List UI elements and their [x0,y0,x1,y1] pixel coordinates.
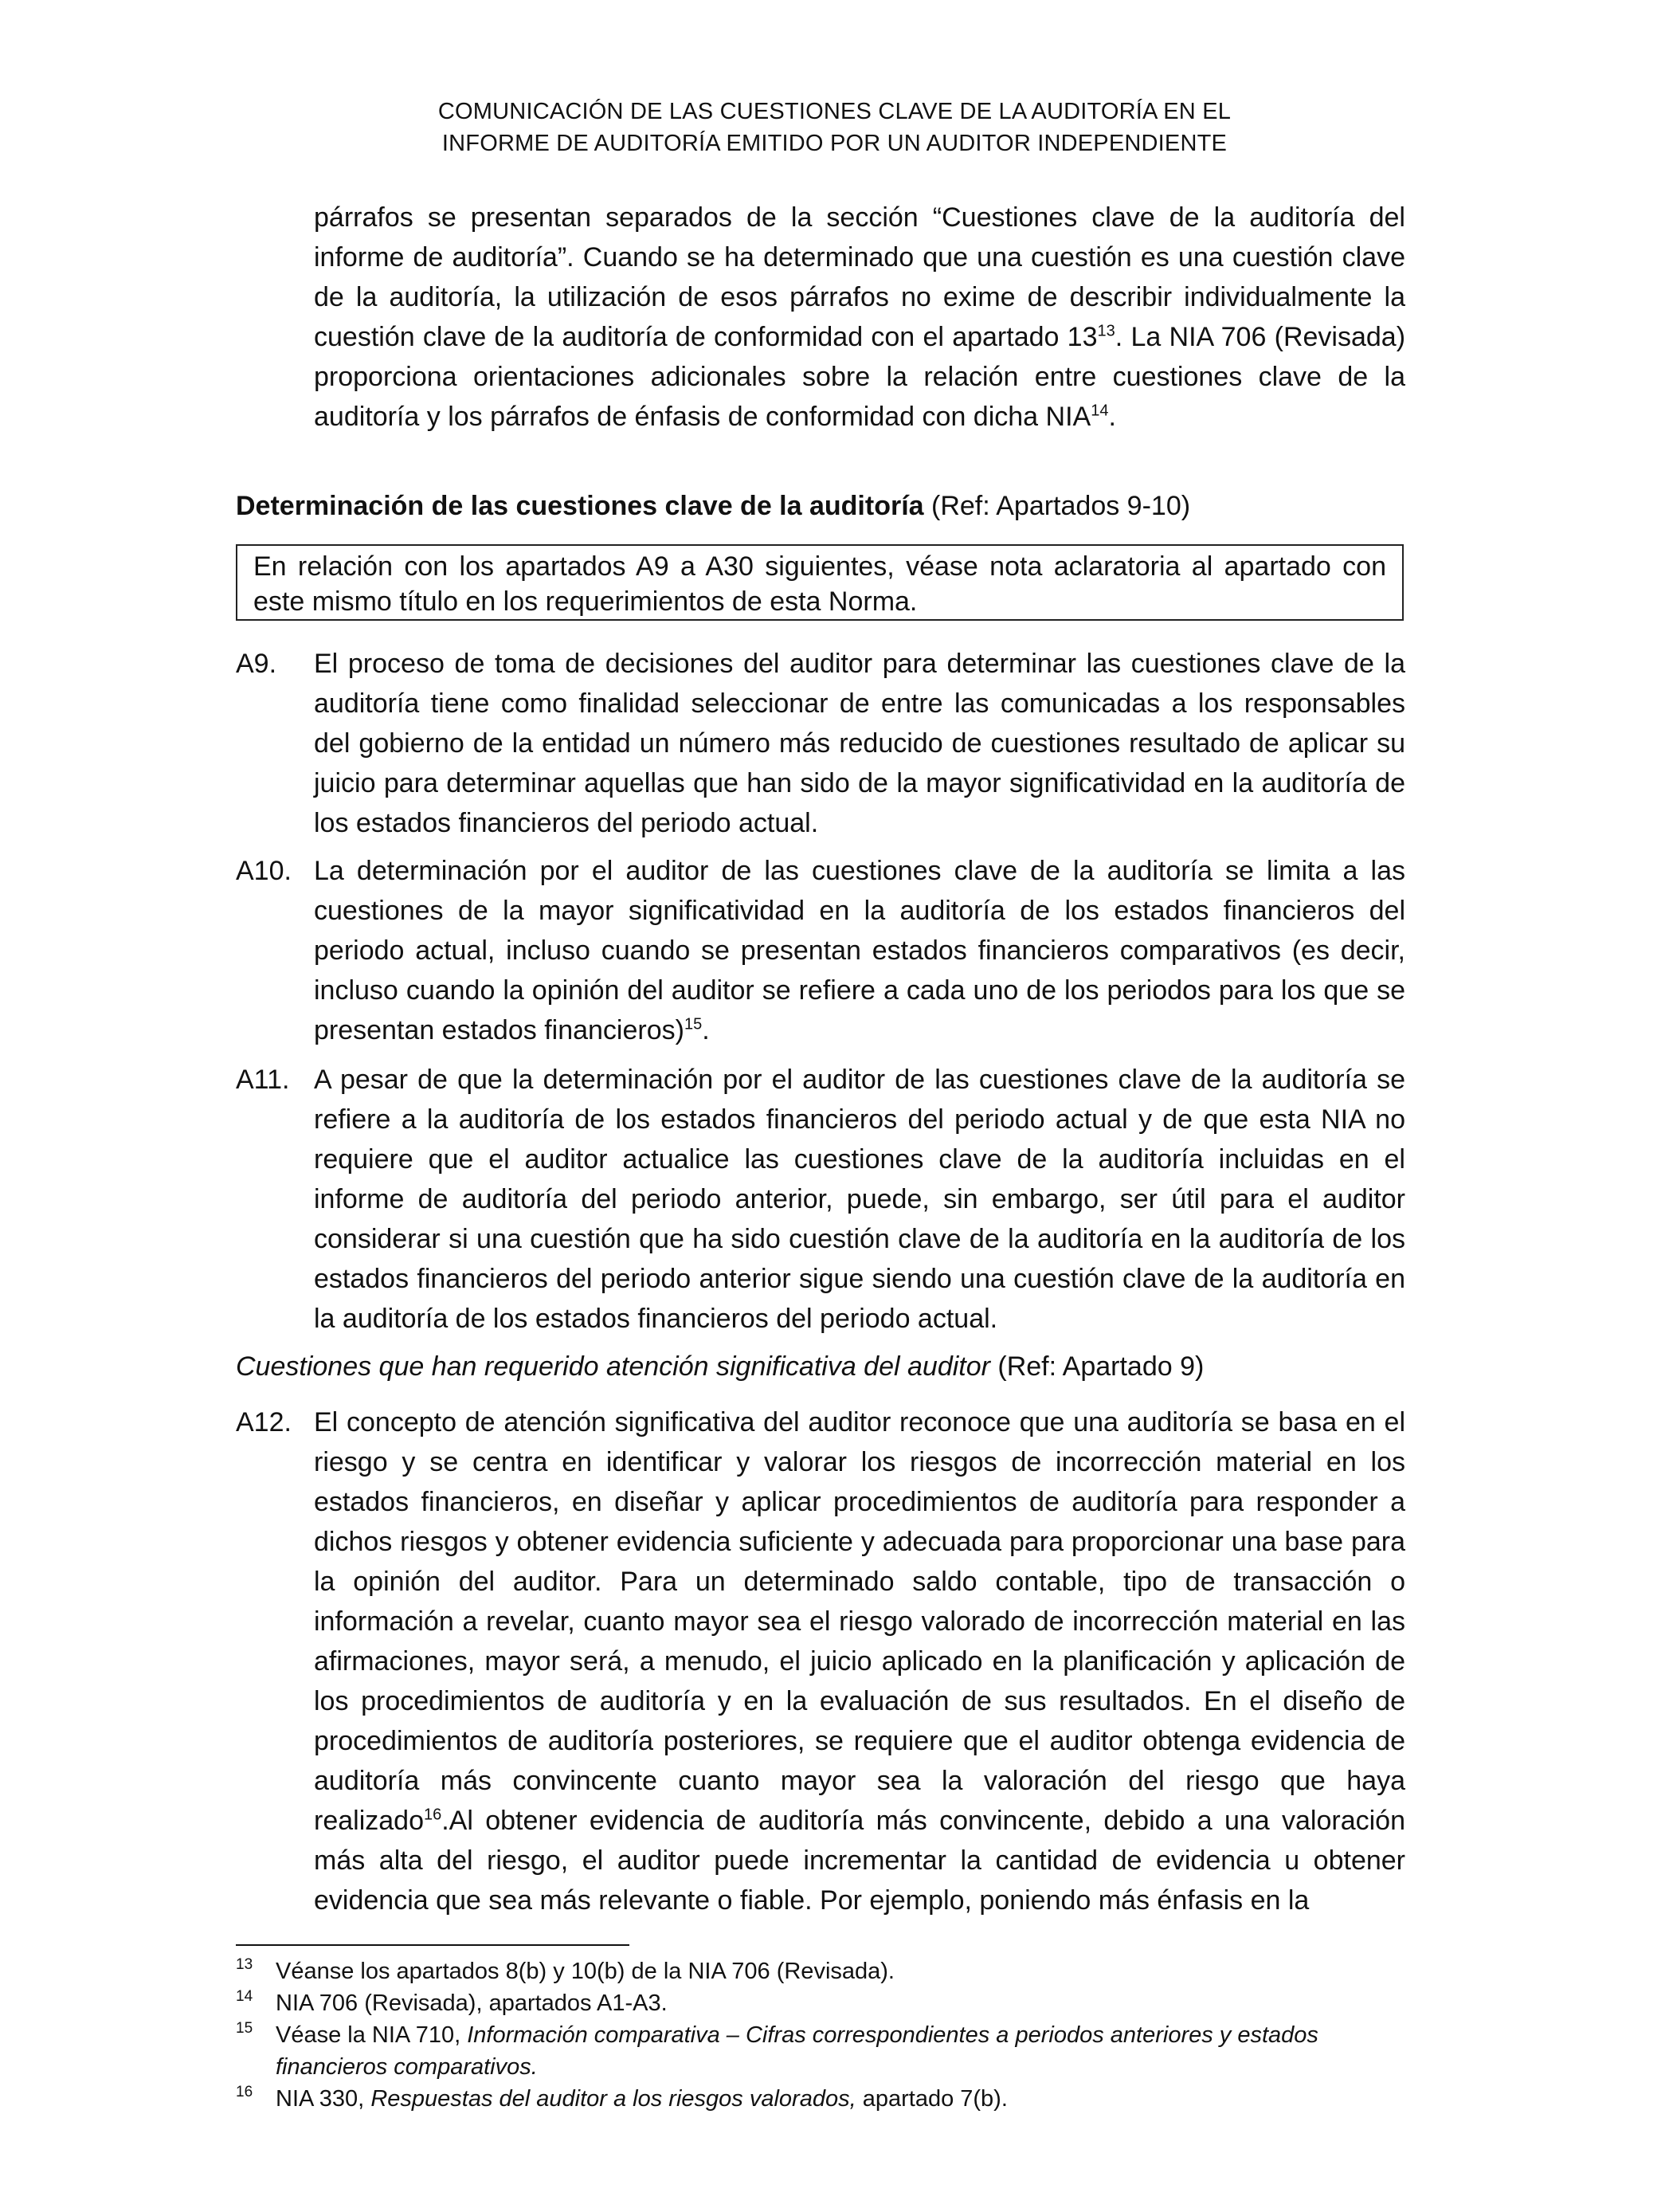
footnote-ref-13[interactable]: 13 [1097,322,1115,340]
paragraph-text [314,1402,1405,1920]
footnote-title: Respuestas del auditor a los riesgos valorados, [370,2086,856,2112]
paragraph-number: A10. [236,856,292,886]
paragraph-a9 [236,644,1405,843]
footnote-title: Información comparativa – Cifras correspondientes a periodos anteriores y estados financieros comparativos. [276,2022,1318,2080]
footnote-text: Véase la NIA 710, [276,2022,468,2048]
footnote-13 [236,1955,1405,1987]
footnote-text-end: apartado 7(b). [856,2086,1008,2112]
section-ref: (Ref: Apartado 9) [989,1351,1205,1382]
footnote-text: NIA 330, [276,2086,371,2112]
footnote-14 [236,1987,1405,2019]
footnote-number: 15 [236,2020,253,2037]
footnote-ref-14[interactable]: 14 [1091,402,1109,420]
paragraph-text: El proceso de toma de decisiones del auditor para determinar las cuestiones clave de la auditoría tiene como finalidad seleccionar de entre las comunicadas a los responsables del gobierno de la entidad un número más reducido de cuestiones resultado de aplicar su juicio para determinar aquellas que han sido de la mayor significatividad en la auditoría de los estados financieros del periodo actual. [314,649,1405,838]
paragraph-body: La determinación por el auditor de las cuestiones clave de la auditoría se limita a las cuestiones de la mayor significatividad en la auditoría de los estados financieros del periodo actual, incluso cuando se presentan estados financieros comparativos (es decir, incluso cuando la opinión del auditor se refiere a cada uno de los periodos para los que se presentan estados financieros) [314,856,1405,1045]
paragraph-a10 [236,851,1405,1050]
continuation-text-3: . [1108,402,1116,432]
paragraph-continuation: .Al obtener evidencia de auditoría más convincente, debido a una valoración más alta del riesgo, el auditor puede incrementar la cantidad de evidencia u obtener evidencia que sea más relevante o fiable. Por ejemplo, poniendo más énfasis en la [314,1806,1405,1916]
continuation-text-2: . La NIA 706 (Revisada) proporciona orientaciones adicionales sobre la relación entre cuestiones clave de la auditoría y los párrafos de énfasis de conformidad con dicha NIA [314,322,1406,432]
paragraph-end: . [702,1015,710,1045]
page-header [0,96,1669,159]
section-heading-significant-attention [236,1347,1407,1386]
paragraph-body: El concepto de atención significativa del auditor reconoce que una auditoría se basa en el riesgo y se centra en identificar y valorar los riesgos de incorrección material en los estados financieros, en diseñar y aplicar procedimientos de auditoría para responder a dichos riesgos y obtener evidencia suficiente y adecuada para proporcionar una base para la opinión del auditor. Para un determinado saldo contable, tipo de transacción o información a revelar, cuanto mayor sea el riesgo valorado de incorrección material en las afirmaciones, mayor será, a menudo, el juicio aplicado en la planificación y aplicación de los procedimientos de auditoría y en la evaluación de sus resultados. En el diseño de procedimientos de auditoría posteriores, se requiere que el auditor obtenga evidencia de auditoría más convincente cuanto mayor sea la valoración del riesgo que haya realizado [314,1407,1405,1836]
footnote-text: NIA 706 (Revisada), apartados A1-A3. [276,1990,668,2016]
header-line-2: INFORME DE AUDITORÍA EMITIDO POR UN AUDITOR INDEPENDIENTE [441,131,1228,156]
paragraph-text: A pesar de que la determinación por el auditor de las cuestiones clave de la auditoría se refiere a la auditoría de los estados financieros del periodo actual y de que esta NIA no requiere que el auditor actualice las cuestiones clave de la auditoría incluidas en el informe de auditoría del periodo anterior, puede, sin embargo, ser útil para el auditor considerar si una cuestión que ha sido cuestión clave de la auditoría en la auditoría de los estados financieros del periodo anterior sigue siendo una cuestión clave de la auditoría en la auditoría de los estados financieros del periodo actual. [314,1065,1405,1334]
footnote-number: 14 [236,1988,253,2005]
footnote-ref-15[interactable]: 15 [684,1015,703,1033]
header-line-1: COMUNICACIÓN DE LAS CUESTIONES CLAVE DE LA AUDITORÍA EN EL [437,99,1232,124]
section-ref: (Ref: Apartados 9-10) [923,491,1191,521]
continuation-paragraph [314,198,1405,437]
paragraph-number: A11. [236,1065,290,1095]
paragraph-number: A9. [236,649,277,679]
footnote-ref-16[interactable]: 16 [423,1806,442,1824]
section-title: Cuestiones que han requerido atención significativa del auditor [236,1351,990,1382]
footnote-number: 16 [236,2084,253,2100]
continuation-text-1: párrafos se presentan separados de la sección “Cuestiones clave de la auditoría del informe de auditoría”. Cuando se ha determinado que una cuestión es una cuestión clave de la auditoría, la utilización de esos párrafos no exime de describir individualmente la cuestión clave de la auditoría de conformidad con el apartado 13 [314,202,1405,352]
footnote-16 [236,2083,1405,2115]
footnote-text: Véanse los apartados 8(b) y 10(b) de la NIA 706 (Revisada). [276,1959,895,1984]
paragraph-text [314,851,1405,1050]
section-title: Determinación de las cuestiones clave de la auditoría [236,491,924,521]
explanatory-note-box: En relación con los apartados A9 a A30 siguientes, véase nota aclaratoria al apartado con este mismo título en los requerimientos de esta Norma. [236,544,1404,621]
paragraph-number: A12. [236,1407,292,1437]
footnote-15 [236,2019,1405,2083]
paragraph-a11 [236,1060,1405,1339]
footnote-separator [236,1944,629,1946]
section-heading-determination [236,486,1407,526]
paragraph-a12 [236,1402,1405,1920]
footnotes [236,1955,1405,2115]
footnote-number: 13 [236,1956,253,1973]
